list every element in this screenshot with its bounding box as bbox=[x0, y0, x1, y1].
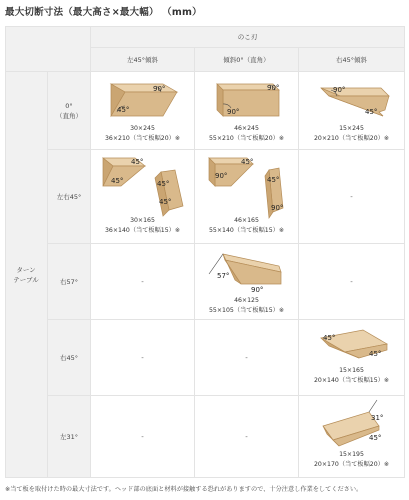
cell-r57-right45 bbox=[299, 244, 405, 320]
cell-0deg-tilt0 bbox=[195, 72, 299, 150]
corner-header bbox=[5, 26, 91, 72]
angle-label: 90° bbox=[251, 286, 264, 294]
page-title: 最大切断寸法（最大高さ×最大幅） （mm） bbox=[5, 7, 202, 18]
cell-r57-left45 bbox=[91, 244, 195, 320]
row-label-0deg-text: 0° （直角） bbox=[56, 101, 82, 120]
cell-0deg-left45 bbox=[91, 72, 195, 150]
cutting-dimensions-table bbox=[5, 26, 405, 478]
dim-line1: 46×245 bbox=[234, 125, 259, 132]
angle-label: 90° bbox=[215, 172, 228, 180]
row-label-r57 bbox=[48, 244, 91, 320]
angle-label: 45° bbox=[159, 198, 172, 206]
angle-label: 90° bbox=[333, 86, 346, 94]
angle-label: 45° bbox=[369, 350, 382, 358]
row-label-lr45-text: 左右45° bbox=[56, 192, 82, 201]
empty-value: - bbox=[350, 277, 353, 286]
angle-label: 45° bbox=[157, 180, 170, 188]
row-label-r57-text: 右57° bbox=[59, 277, 79, 286]
angle-label: 45° bbox=[241, 158, 254, 166]
angle-label: 45° bbox=[117, 106, 130, 114]
angle-label: 57° bbox=[217, 272, 230, 280]
dim-line1: 15×245 bbox=[339, 125, 364, 132]
angle-label: 45° bbox=[111, 177, 124, 185]
row-label-0deg bbox=[48, 72, 91, 150]
empty-value: - bbox=[141, 353, 144, 362]
blade-header bbox=[91, 26, 405, 48]
turntable-label: ターン テーブル bbox=[13, 265, 39, 284]
dim-line1: 30×165 bbox=[130, 217, 155, 224]
turntable-header bbox=[5, 72, 48, 478]
col-header-tilt0-label: 傾斜0°（直角） bbox=[223, 55, 270, 64]
blade-header-label: のこ刃 bbox=[237, 32, 258, 41]
cell-r57-tilt0 bbox=[195, 244, 299, 320]
dim-line2: 55×210（当て板幅20）※ bbox=[208, 135, 285, 142]
angle-label: 90° bbox=[153, 85, 166, 93]
angle-label: 45° bbox=[369, 434, 382, 442]
angle-label: 45° bbox=[365, 108, 378, 116]
row-label-r45 bbox=[48, 320, 91, 396]
col-header-left45-label: 左45°傾斜 bbox=[126, 55, 159, 64]
cell-lr45-left45 bbox=[91, 150, 195, 244]
cell-l31-right45 bbox=[299, 396, 405, 478]
angle-label: 90° bbox=[271, 204, 284, 212]
angle-label: 45° bbox=[131, 158, 144, 166]
cell-r45-right45 bbox=[299, 320, 405, 396]
dim-line1: 46×165 bbox=[234, 217, 259, 224]
empty-value: - bbox=[141, 277, 144, 286]
empty-value: - bbox=[245, 432, 248, 441]
dim-line2: 36×210（当て板幅20）※ bbox=[104, 135, 181, 142]
empty-value: - bbox=[141, 432, 144, 441]
col-header-tilt0 bbox=[195, 48, 299, 72]
angle-label: 45° bbox=[323, 334, 336, 342]
dim-line2: 36×140（当て板幅15）※ bbox=[104, 227, 181, 234]
dim-line2: 20×170（当て板幅20）※ bbox=[313, 461, 390, 468]
cell-r45-tilt0 bbox=[195, 320, 299, 396]
dim-line1: 30×245 bbox=[130, 125, 155, 132]
col-header-right45-label: 右45°傾斜 bbox=[335, 55, 368, 64]
dim-line1: 46×125 bbox=[234, 297, 259, 304]
row-label-r45-text: 右45° bbox=[59, 353, 79, 362]
cell-r45-left45 bbox=[91, 320, 195, 396]
angle-label: 31° bbox=[371, 414, 384, 422]
angle-label: 45° bbox=[267, 176, 280, 184]
row-label-l31 bbox=[48, 396, 91, 478]
angle-label: 90° bbox=[267, 84, 280, 92]
angle-label: 90° bbox=[227, 108, 240, 116]
cell-0deg-right45 bbox=[299, 72, 405, 150]
row-label-lr45 bbox=[48, 150, 91, 244]
dim-line2: 55×105（当て板幅15）※ bbox=[208, 307, 285, 314]
cell-lr45-tilt0 bbox=[195, 150, 299, 244]
cell-l31-left45 bbox=[91, 396, 195, 478]
dim-line2: 55×140（当て板幅15）※ bbox=[208, 227, 285, 234]
dim-line2: 20×140（当て板幅15）※ bbox=[313, 377, 390, 384]
dim-line1: 15×165 bbox=[339, 367, 364, 374]
dim-line2: 20×210（当て板幅20）※ bbox=[313, 135, 390, 142]
col-header-right45 bbox=[299, 48, 405, 72]
empty-value: - bbox=[350, 192, 353, 201]
empty-value: - bbox=[245, 353, 248, 362]
col-header-left45 bbox=[91, 48, 195, 72]
footnote: ※当て板を取付けた時の最大寸法です。ヘッド部の底面と材料が接触する恐れがありますので、十分注意し作業をしてください。 bbox=[5, 486, 363, 493]
cell-lr45-right45 bbox=[299, 150, 405, 244]
cell-l31-tilt0 bbox=[195, 396, 299, 478]
row-label-l31-text: 左31° bbox=[59, 432, 79, 441]
dim-line1: 15×195 bbox=[339, 451, 364, 458]
